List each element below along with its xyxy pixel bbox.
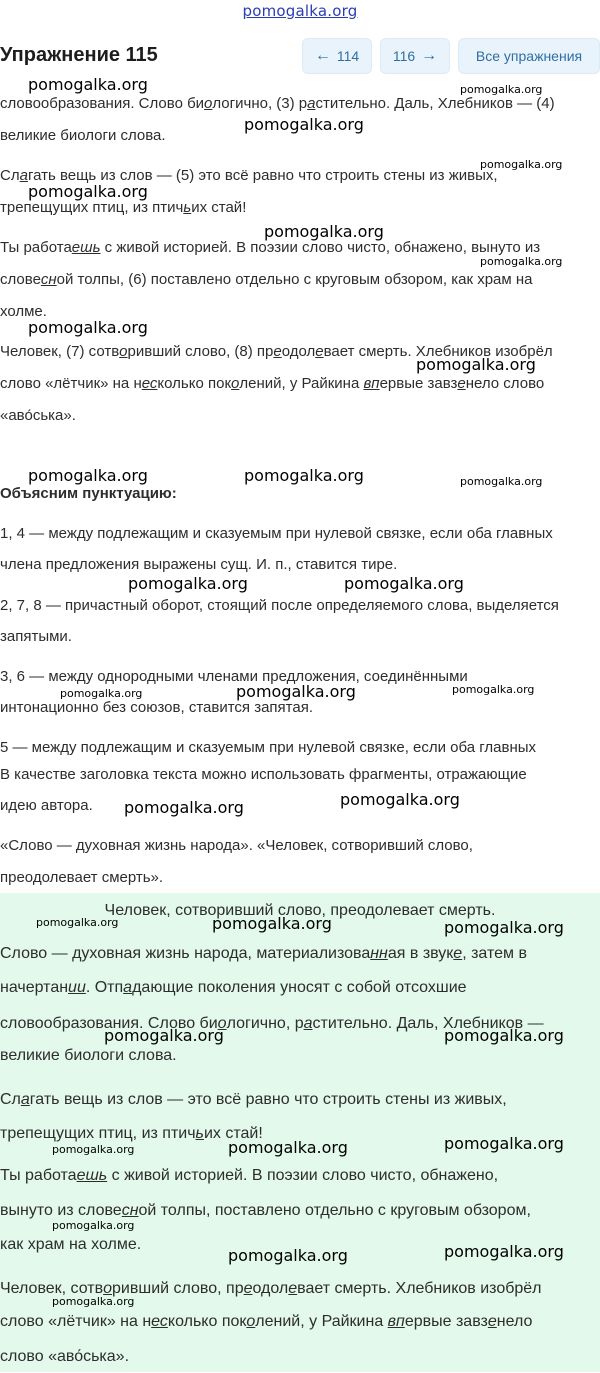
watermark: pomogalka.org xyxy=(244,466,364,485)
text-line: «аво́ська». xyxy=(0,407,76,424)
text-line: слово «лётчик» на несколько поколений, у Райкина впервые завзенело слово xyxy=(0,375,545,392)
watermark: pomogalka.org xyxy=(452,683,535,696)
text-line: «Слово — духовная жизнь народа». «Человек, сотворивший слово, xyxy=(0,837,473,854)
answer-line: как храм на холме. xyxy=(0,1236,142,1253)
watermark: pomogalka.org xyxy=(460,475,543,488)
text-line: 2, 7, 8 — причастный оборот, стоящий после определяемого слова, выделяется xyxy=(0,597,559,614)
answer-line: великие биологи слова. xyxy=(0,1047,177,1064)
text-line: великие биологи слова. xyxy=(0,127,166,144)
watermark: pomogalka.org xyxy=(444,1242,564,1261)
text-line: 3, 6 — между однородными членами предложения, соединёнными xyxy=(0,668,468,685)
all-exercises-button[interactable] xyxy=(458,38,600,74)
watermark: pomogalka.org xyxy=(460,83,543,96)
next-exercise-label: 116 xyxy=(392,48,416,64)
text-line: 1, 4 — между подлежащим и сказуемым при нулевой связке, если оба главных xyxy=(0,525,553,542)
watermark: pomogalka.org xyxy=(28,318,148,337)
watermark: pomogalka.org xyxy=(28,75,148,94)
watermark: pomogalka.org xyxy=(444,1134,564,1153)
watermark: pomogalka.org xyxy=(344,574,464,593)
text-line: Человек, (7) сотворивший слово, (8) преодолевает смерть. Хлебников изобрёл xyxy=(0,343,553,360)
watermark: pomogalka.org xyxy=(60,687,143,700)
text-line: интонационно без союзов, ставится запятая. xyxy=(0,699,314,716)
text-line: словообразования. Слово биологично, (3) растительно. Даль, Хлебников — (4) xyxy=(0,95,555,112)
text-line: трепещущих птиц, из птичьих стай! xyxy=(0,199,247,216)
watermark: pomogalka.org xyxy=(228,1246,348,1265)
answer-line: Слово — духовная жизнь народа, материализованная в звуке, затем в xyxy=(0,945,527,962)
watermark: pomogalka.org xyxy=(444,1026,564,1045)
text-line: запятыми. xyxy=(0,628,72,645)
watermark: pomogalka.org xyxy=(52,1219,135,1232)
answer-line: начертании. Отпадающие поколения уносят с собой отсохшие xyxy=(0,979,467,996)
arrow-left-icon: ← xyxy=(314,47,331,64)
answer-line: Слагать вещь из слов — это всё равно что строить стены из живых, xyxy=(0,1091,507,1108)
text-line: Слагать вещь из слов — (5) это всё равно что строить стены из живых, xyxy=(0,167,498,184)
watermark: pomogalka.org xyxy=(264,222,384,241)
watermark: pomogalka.org xyxy=(124,798,244,817)
watermark: pomogalka.org xyxy=(228,1138,348,1157)
prev-exercise-button[interactable] xyxy=(302,38,372,74)
watermark: pomogalka.org xyxy=(416,355,536,374)
text-line: В качестве заголовка текста можно использовать фрагменты, отражающие xyxy=(0,766,527,783)
watermark: pomogalka.org xyxy=(212,914,332,933)
answer-title: Человек, сотворивший слово, преодолевает смерть. xyxy=(104,902,496,919)
answer-line: слово «лётчик» на несколько поколений, у Райкина впервые завзенело xyxy=(0,1313,533,1330)
site-logo-link[interactable]: pomogalka.org xyxy=(242,2,358,20)
watermark: pomogalka.org xyxy=(244,115,364,134)
answer-line: Человек, сотворивший слово, преодолевает смерть. Хлебников изобрёл xyxy=(0,1280,542,1297)
answer-line: вынуто из словесной толпы, поставлено отдельно с круговым обзором, xyxy=(0,1202,531,1219)
watermark: pomogalka.org xyxy=(480,255,563,268)
next-exercise-button[interactable] xyxy=(380,38,450,74)
text-line: члена предложения выражены сущ. И. п., ставится тире. xyxy=(0,556,398,573)
watermark: pomogalka.org xyxy=(28,182,148,201)
watermark: pomogalka.org xyxy=(104,1026,224,1045)
watermark: pomogalka.org xyxy=(444,918,564,937)
watermark: pomogalka.org xyxy=(52,1143,135,1156)
text-line: 5 — между подлежащим и сказуемым при нулевой связке, если оба главных xyxy=(0,739,537,756)
answer-line: словообразования. Слово биологично, растительно. Даль, Хлебников — xyxy=(0,1015,544,1032)
watermark: pomogalka.org xyxy=(36,916,119,929)
watermark: pomogalka.org xyxy=(128,574,248,593)
text-line: холме. xyxy=(0,303,47,320)
watermark: pomogalka.org xyxy=(236,682,356,701)
text-line: идею автора. xyxy=(0,797,93,814)
prev-exercise-label: 114 xyxy=(336,48,360,64)
watermark: pomogalka.org xyxy=(340,790,460,809)
text-line: преодолевает смерть». xyxy=(0,869,164,886)
watermark: pomogalka.org xyxy=(480,158,563,171)
all-exercises-label: Все упражнения xyxy=(475,48,583,64)
watermark: pomogalka.org xyxy=(52,1295,135,1308)
arrow-right-icon: → xyxy=(421,47,438,64)
page-title: Упражнение 115 xyxy=(0,44,158,66)
section-heading: Объясним пунктуацию: xyxy=(0,485,177,502)
exercise-header xyxy=(0,38,600,76)
answer-line: Ты работаешь с живой историей. В поэзии слово чисто, обнажено, xyxy=(0,1167,499,1184)
text-line: Ты работаешь с живой историей. В поэзии слово чисто, обнажено, вынуто из xyxy=(0,239,541,256)
text-line: словесной толпы, (6) поставлено отдельно с круговым обзором, как храм на xyxy=(0,271,533,288)
watermark: pomogalka.org xyxy=(28,466,148,485)
answer-line: трепещущих птиц, из птичьих стай! xyxy=(0,1125,263,1142)
answer-line: слово «аво́ська». xyxy=(0,1348,130,1365)
